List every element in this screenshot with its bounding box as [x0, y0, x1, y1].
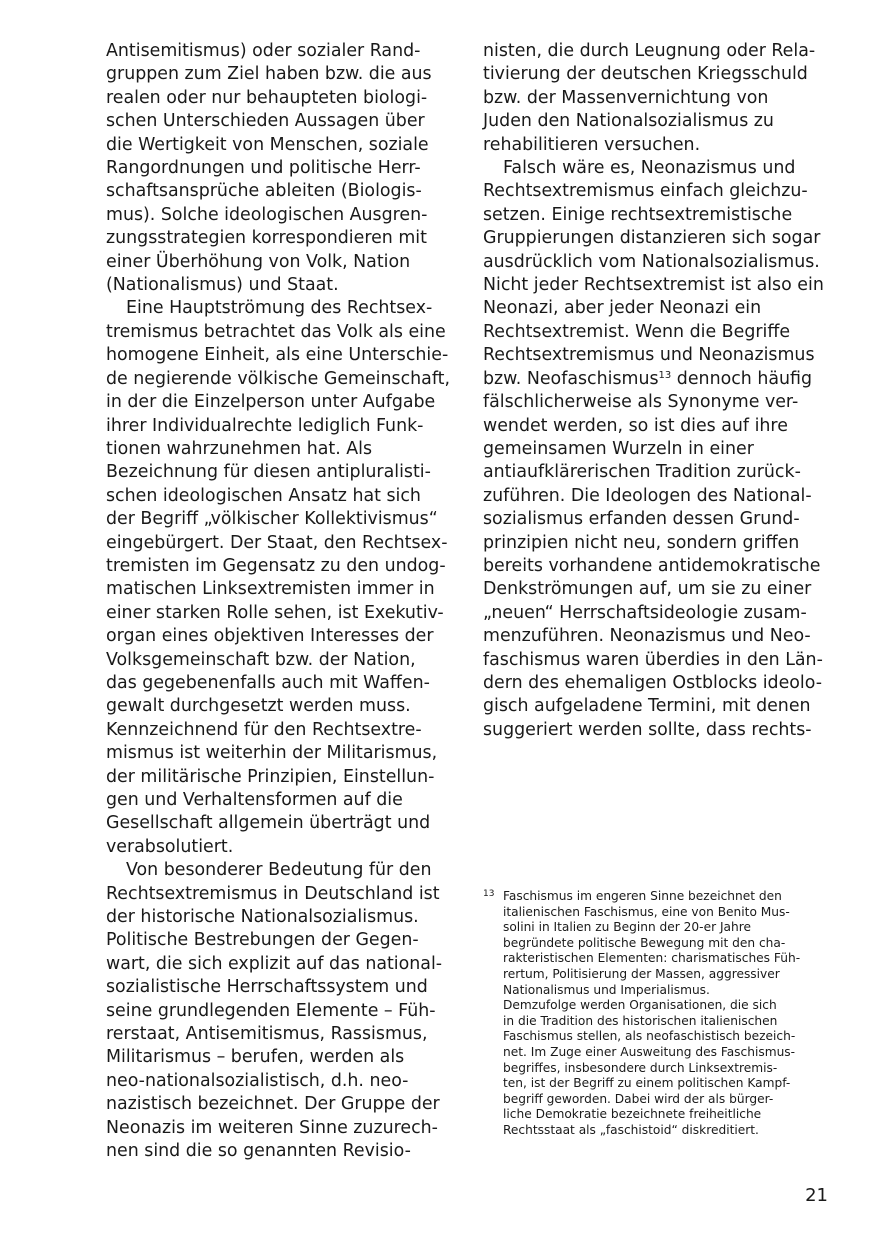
text-line: gewalt durchgesetzt werden muss. — [106, 696, 411, 717]
text-line: nazistisch bezeichnet. Der Gruppe der — [106, 1094, 440, 1115]
text-column-left — [106, 40, 451, 1164]
footnote-line: Faschismus im engeren Sinne bezeichnet den — [503, 889, 782, 903]
text-line: bereits vorhandene antidemokratische — [483, 555, 821, 576]
text-line: menzuführen. Neonazismus und Neo- — [483, 626, 811, 647]
text-line: Militarismus – berufen, werden als — [106, 1047, 405, 1068]
footnote-line: italienischen Faschismus, eine von Benito Mus- — [503, 904, 790, 919]
text-line: Bezeichnung für diesen antipluralisti- — [106, 462, 431, 483]
text-line: Nicht jeder Rechtsextremist ist also ein — [483, 275, 824, 296]
footnote — [483, 889, 833, 1139]
footnote-reference: 13 — [658, 369, 672, 381]
text-line: Politische Bestrebungen der Gegen- — [106, 930, 419, 951]
footnote-line: Demzufolge werden Organisationen, die sich — [503, 998, 777, 1013]
footnote-line: begriffes, insbesondere durch Linksextremis- — [503, 1060, 778, 1075]
text-line: einer starken Rolle sehen, ist Exekutiv- — [106, 602, 444, 623]
text-line: rerstaat, Antisemitismus, Rassismus, — [106, 1024, 428, 1045]
text-line: Neonazis im weiteren Sinne zuzurech- — [106, 1117, 438, 1138]
text-line: wart, die sich explizit auf das national- — [106, 953, 443, 974]
text-line: verabsolutiert. — [106, 836, 234, 857]
text-line: Neonazi, aber jeder Neonazi ein — [483, 298, 762, 319]
text-line: faschismus waren überdies in den Län- — [483, 649, 823, 670]
footnote-body — [483, 889, 833, 1139]
text-line: der militärische Prinzipien, Einstellun- — [106, 766, 435, 787]
text-line: nen sind die so genannten Revisio- — [106, 1141, 411, 1162]
text-line: „neuen“ Herrschaftsideologie zusam- — [483, 602, 807, 623]
text-line: seine grundlegenden Elemente – Füh- — [106, 1000, 436, 1021]
text-line: nisten, die durch Leugnung oder Rela- — [483, 41, 816, 61]
text-line: wendet werden, so ist dies auf ihre — [483, 415, 788, 436]
text-column-right — [483, 40, 828, 742]
footnote-line: begründete politische Bewegung mit den cha- — [503, 935, 786, 950]
text-line: Antisemitismus) oder sozialer Rand- — [106, 41, 421, 61]
text-line: Juden den Nationalsozialismus zu — [483, 111, 774, 132]
text-line: schen ideologischen Ansatz hat sich — [106, 485, 421, 506]
text-line: ihrer Individualrechte lediglich Funk- — [106, 415, 424, 436]
footnote-line: Rechtsstaat als „faschistoid“ diskreditiert. — [503, 1122, 759, 1137]
page-number: 21 — [805, 1185, 828, 1206]
text-line: (Nationalismus) und Staat. — [106, 275, 339, 296]
text-line: tivierung der deutschen Kriegsschuld — [483, 64, 808, 85]
footnote-number: 13 — [483, 889, 495, 899]
text-line: realen oder nur behaupteten biologi- — [106, 87, 428, 108]
text-line: Rechtsextremismus und Neonazismus — [483, 345, 815, 366]
text-line: mismus ist weiterhin der Militarismus, — [106, 743, 438, 764]
text-line: homogene Einheit, als eine Unterschie- — [106, 345, 449, 366]
text-line: Rangordnungen und politische Herr- — [106, 158, 421, 179]
text-line: einer Überhöhung von Volk, Nation — [106, 251, 411, 272]
text-line: schen Unterschieden Aussagen über — [106, 111, 425, 132]
footnote-line: begriff geworden. Dabei wird der als bürger- — [503, 1091, 774, 1106]
text-line: Rechtsextremismus einfach gleichzu- — [483, 181, 808, 202]
text-line: in der die Einzelperson unter Aufgabe — [106, 392, 436, 413]
text-line: Gruppierungen distanzieren sich sogar — [483, 228, 821, 249]
text-line: ausdrücklich vom Nationalsozialismus. — [483, 251, 820, 272]
text-line: der historische Nationalsozialismus. — [106, 907, 419, 928]
text-line: Gesellschaft allgemein überträgt und — [106, 813, 431, 834]
text-line: sozialismus erfanden dessen Grund- — [483, 509, 800, 530]
footnote-line: rakteristischen Elementen: charismatisches Füh- — [503, 951, 801, 966]
text-line: matischen Linksextremisten immer in — [106, 579, 435, 600]
text-line: Von besonderer Bedeutung für den — [126, 860, 432, 881]
footnote-line: Nationalismus und Imperialismus. — [503, 982, 710, 997]
text-line: tremismus betrachtet das Volk als eine — [106, 321, 446, 342]
text-line: zuführen. Die Ideologen des National- — [483, 485, 812, 506]
text-line: fälschlicherweise als Synonyme ver- — [483, 392, 799, 413]
text-line: mus). Solche ideologischen Ausgren- — [106, 204, 428, 225]
footnote-line: in die Tradition des historischen italienischen — [503, 1013, 778, 1028]
footnote-line: ten, ist der Begriff zu einem politischen Kampf- — [503, 1076, 791, 1091]
footnote-line: solini in Italien zu Beginn der 20-er Jahre — [503, 920, 751, 935]
text-line: prinzipien nicht neu, sondern griffen — [483, 532, 800, 553]
text-line: neo-nationalsozialistisch, d.h. neo- — [106, 1070, 409, 1091]
text-line: antiaufklärerischen Tradition zurück- — [483, 462, 801, 483]
text-line: rehabilitieren versuchen. — [483, 134, 701, 155]
text-line: schaftsansprüche ableiten (Biologis- — [106, 181, 422, 202]
text-line: bzw. der Massenvernichtung von — [483, 87, 769, 108]
text-line: tremisten im Gegensatz zu den undog- — [106, 555, 446, 576]
text-line: Volksgemeinschaft bzw. der Nation, — [106, 649, 416, 670]
text-line: dern des ehemaligen Ostblocks ideolo- — [483, 672, 823, 693]
text-line: tionen wahrzunehmen hat. Als — [106, 438, 373, 459]
text-line: Eine Hauptströmung des Rechtsex- — [126, 298, 433, 319]
text-line: Rechtsextremismus in Deutschland ist — [106, 883, 440, 904]
text-line: Denkströmungen auf, um sie zu einer — [483, 579, 812, 600]
footnote-line: rertum, Politisierung der Massen, aggressiver — [503, 966, 780, 981]
text-line: eingebürgert. Der Staat, den Rechtsex- — [106, 532, 448, 553]
text-line: suggeriert werden sollte, dass rechts- — [483, 719, 812, 740]
footnote-line: net. Im Zuge einer Ausweitung des Faschismus- — [503, 1044, 796, 1059]
text-line: setzen. Einige rechtsextremistische — [483, 204, 793, 225]
text-line: sozialistische Herrschaftssystem und — [106, 977, 428, 998]
text-line: gruppen zum Ziel haben bzw. die aus — [106, 64, 432, 85]
text-line: Falsch wäre es, Neonazismus und — [503, 158, 796, 179]
text-line: organ eines objektiven Interesses der — [106, 626, 434, 647]
text-line: Kennzeichnend für den Rechtsextre- — [106, 719, 422, 740]
text-line: die Wertigkeit von Menschen, soziale — [106, 134, 429, 155]
text-line: Rechtsextremist. Wenn die Begriffe — [483, 321, 791, 342]
text-line: das gegebenenfalls auch mit Waffen- — [106, 672, 430, 693]
text-line: gisch aufgeladene Termini, mit denen — [483, 696, 811, 717]
text-line: gemeinsamen Wurzeln in einer — [483, 438, 754, 459]
text-line: gen und Verhaltensformen auf die — [106, 790, 403, 810]
text-line: de negierende völkische Gemeinschaft, — [106, 368, 450, 389]
text-line: zungsstrategien korrespondieren mit — [106, 228, 427, 249]
footnote-line: Faschismus stellen, als neofaschistisch bezeich- — [503, 1029, 796, 1044]
footnote-line: liche Demokratie bezeichnete freiheitliche — [503, 1107, 762, 1122]
text-line: bzw. Neofaschismus$^{13}$ dennoch häufig — [483, 368, 813, 389]
text-line: der Begriff „völkischer Kollektivismus“ — [106, 509, 438, 530]
